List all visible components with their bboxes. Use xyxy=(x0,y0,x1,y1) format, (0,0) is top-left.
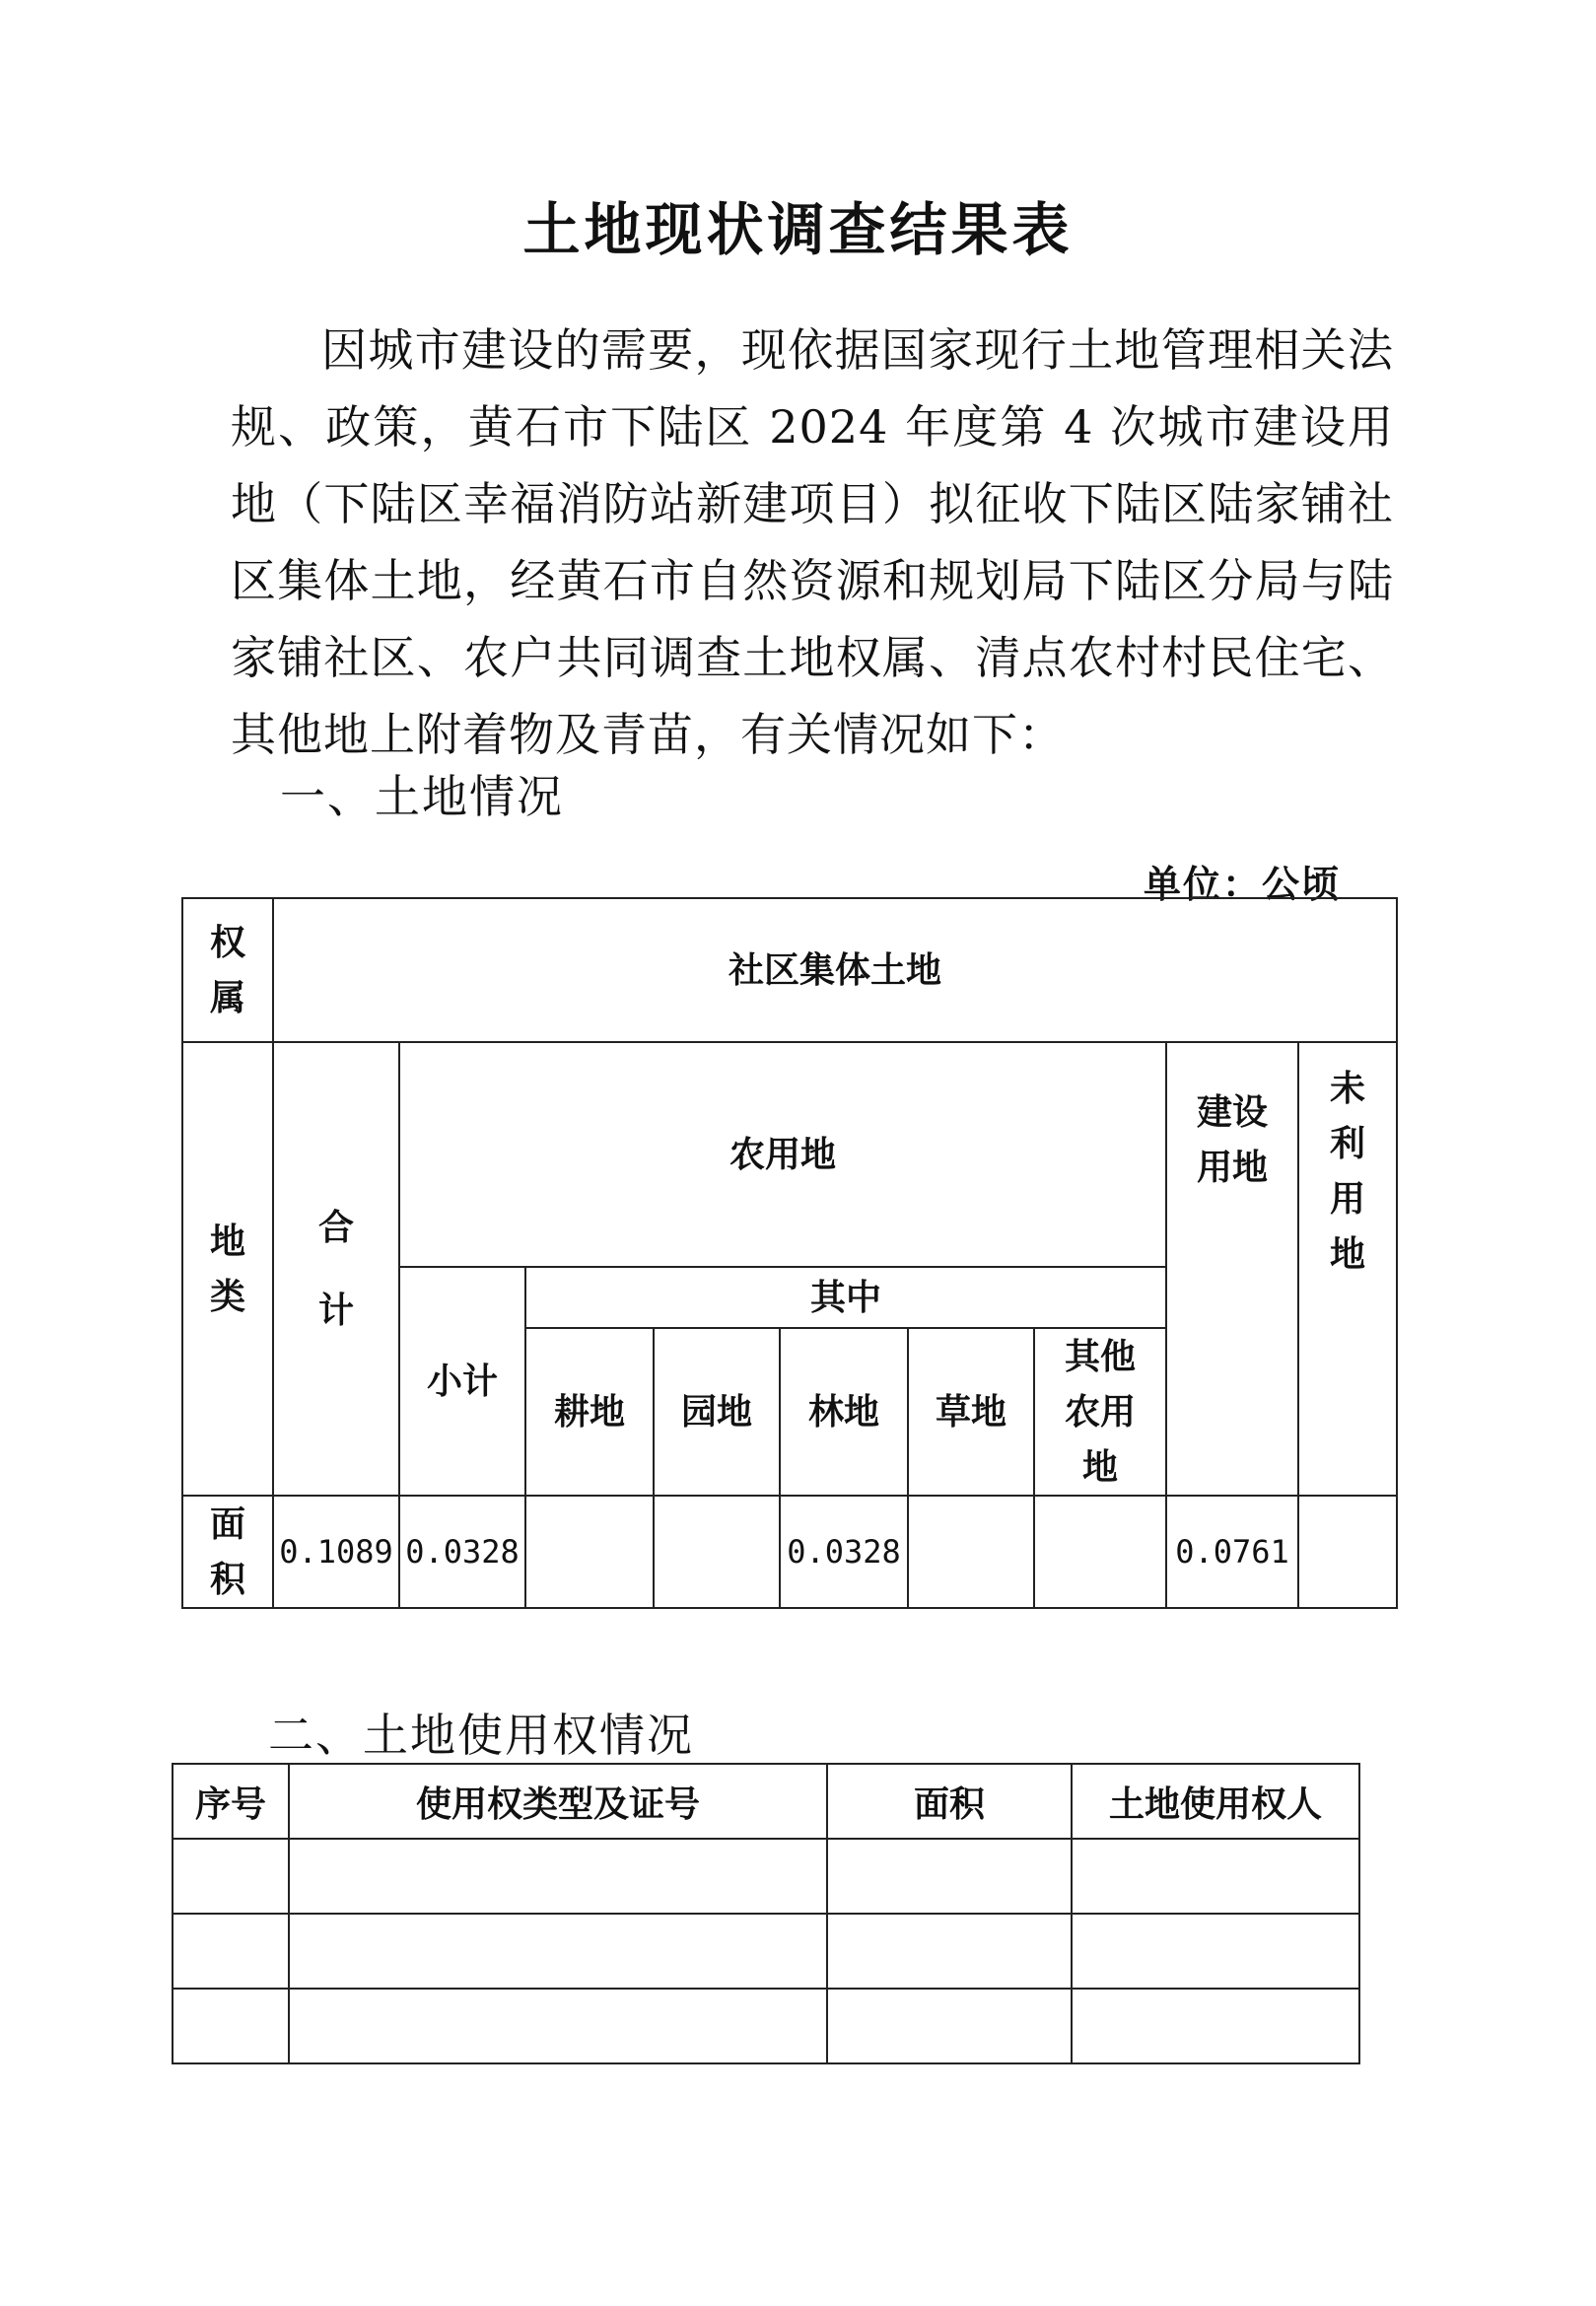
header-right-holder: 土地使用权人 xyxy=(1072,1764,1359,1839)
other-agri-area-value xyxy=(1034,1496,1166,1608)
unused-area-value xyxy=(1298,1496,1397,1608)
table-row xyxy=(173,1914,1359,1989)
forest-area-value: 0.0328 xyxy=(780,1496,908,1608)
table-cell xyxy=(173,1914,289,1989)
landtype-label: 地类 xyxy=(209,1221,245,1317)
table-cell xyxy=(173,1839,289,1914)
unused-label: 未利用地 xyxy=(1330,1068,1366,1275)
garden-header: 园地 xyxy=(654,1328,780,1496)
construction-land-header xyxy=(1166,1042,1298,1496)
ownership-label-cell xyxy=(182,898,273,1042)
section-heading-land-rights: 二、土地使用权情况 xyxy=(268,1709,694,1762)
header-area: 面积 xyxy=(827,1764,1072,1839)
table-cell xyxy=(827,1914,1072,1989)
table-row xyxy=(173,1839,1359,1914)
other-agri-label: 其他农用地 xyxy=(1064,1336,1136,1488)
table-cell xyxy=(1072,1914,1359,1989)
section-heading-land: 一、土地情况 xyxy=(280,770,564,823)
header-serial-no: 序号 xyxy=(173,1764,289,1839)
landtype-label-cell xyxy=(182,1042,273,1496)
intro-paragraph: 因城市建设的需要，现依据国家现行土地管理相关法规、政策，黄石市下陆区 2024 年度第 4 次城市建设用地（下陆区幸福消防站新建项目）拟征收下陆区陆家铺社区集体土地，经黄石市自然资源和规划局下陆区分局与陆家铺社区、农户共同调查土地权属、清点农村村民住宅、其他地上附着物及青苗，有关情况如下： xyxy=(231,323,1394,761)
table-cell xyxy=(1072,1839,1359,1914)
of-which-header: 其中 xyxy=(525,1267,1166,1328)
total-label: 合计 xyxy=(317,1207,354,1331)
grass-header: 草地 xyxy=(908,1328,1034,1496)
ownership-label: 权属 xyxy=(209,922,245,1018)
table-cell xyxy=(827,1989,1072,2063)
ownership-value: 社区集体土地 xyxy=(273,898,1397,1042)
other-agri-header-cell xyxy=(1034,1328,1166,1496)
garden-area-value xyxy=(654,1496,780,1608)
table-cell xyxy=(827,1839,1072,1914)
land-status-table xyxy=(181,897,1398,1609)
table-cell xyxy=(289,1839,827,1914)
table-cell xyxy=(289,1914,827,1989)
grass-area-value xyxy=(908,1496,1034,1608)
header-right-type: 使用权类型及证号 xyxy=(289,1764,827,1839)
forest-header: 林地 xyxy=(780,1328,908,1496)
unused-land-header xyxy=(1298,1042,1397,1496)
table-cell xyxy=(1072,1989,1359,2063)
table-cell xyxy=(173,1989,289,2063)
subtotal-area-value: 0.0328 xyxy=(399,1496,525,1608)
construction-area-value: 0.0761 xyxy=(1166,1496,1298,1608)
total-label-cell xyxy=(273,1042,399,1496)
table-cell xyxy=(289,1989,827,2063)
cultivated-header: 耕地 xyxy=(525,1328,654,1496)
cultivated-area-value xyxy=(525,1496,654,1608)
subtotal-header: 小计 xyxy=(399,1267,525,1496)
construction-label: 建设用地 xyxy=(1196,1091,1268,1188)
area-label: 面积 xyxy=(209,1503,245,1600)
document-title: 土地现状调查结果表 xyxy=(522,196,1074,263)
agri-land-header: 农用地 xyxy=(399,1042,1166,1267)
total-area-value: 0.1089 xyxy=(273,1496,399,1608)
land-use-rights-table xyxy=(172,1763,1360,2064)
table-row xyxy=(173,1989,1359,2063)
area-label-cell xyxy=(182,1496,273,1608)
unit-label: 单位：公顷 xyxy=(1144,862,1342,906)
